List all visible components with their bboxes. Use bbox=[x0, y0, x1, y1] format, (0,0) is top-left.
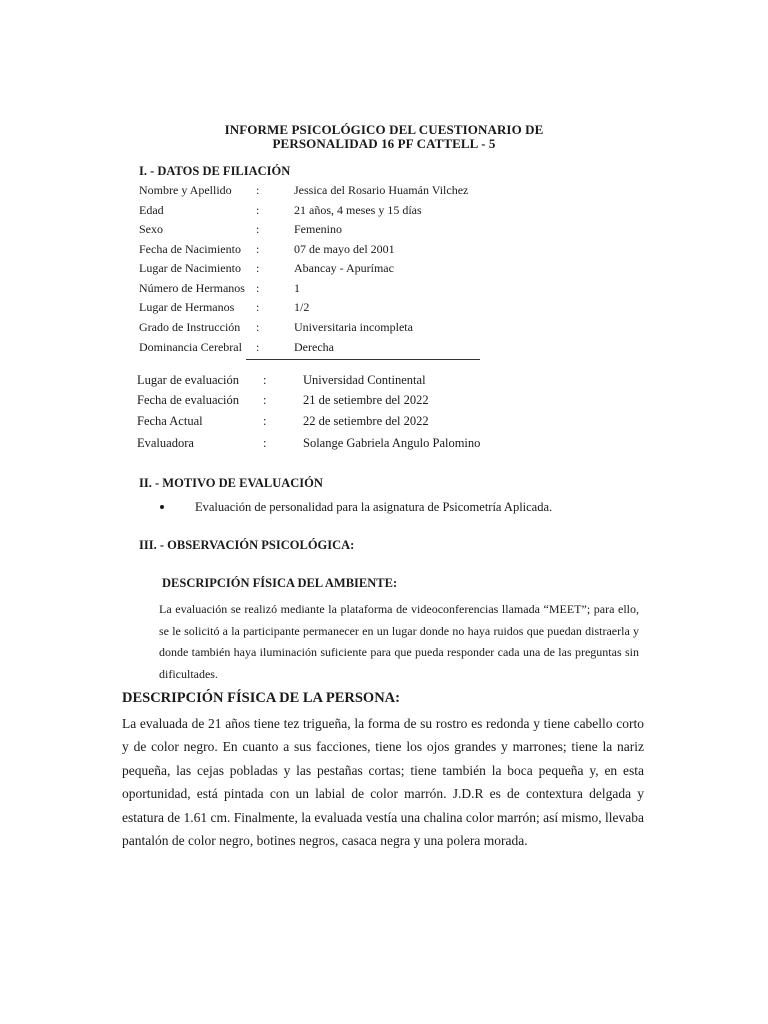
report-title-line1: INFORME PSICOLÓGICO DEL CUESTIONARIO DE bbox=[224, 122, 544, 137]
info-row-fecha-nacimiento bbox=[0, 241, 768, 257]
motivo-text: Evaluación de personalidad para la asignatura de Psicometría Aplicada. bbox=[195, 500, 553, 514]
eval-value: 22 de setiembre del 2022 bbox=[303, 414, 429, 428]
info-separator: : bbox=[256, 183, 260, 197]
info-separator: : bbox=[256, 281, 260, 295]
paragraph-persona: La evaluada de 21 años tiene tez trigueña, la forma de su rostro es redonda y tiene cabello corto y de color negro. En cuanto a sus facciones, tiene los ojos grandes y marrones; tiene la nariz pequeña, las cejas pobladas y las pestañas cortas; tiene también la boca pequeña y, en esta oportunidad, está pintada con un labial de color marrón. J.D.R es de contextura delgada y estatura de 1.61 cm. Finalmente, la evaluada vestía una chalina color marrón; así mismo, llevaba pantalón de color negro, botines negros, casaca negra y una polera morada. bbox=[122, 716, 644, 849]
eval-value: Universidad Continental bbox=[303, 373, 426, 387]
info-row-numero-hermanos bbox=[0, 280, 768, 296]
info-label: Dominancia Cerebral bbox=[139, 340, 242, 354]
info-separator: : bbox=[256, 242, 260, 256]
eval-label: Fecha de evaluación bbox=[137, 393, 240, 407]
subheading-persona: DESCRIPCIÓN FÍSICA DE LA PERSONA: bbox=[122, 690, 400, 706]
info-value: 21 años, 4 meses y 15 días bbox=[294, 203, 422, 217]
section-heading-motivo: II. - MOTIVO DE EVALUACIÓN bbox=[139, 476, 323, 490]
info-value: 1 bbox=[294, 281, 300, 295]
info-label: Fecha de Nacimiento bbox=[139, 242, 241, 256]
eval-separator: : bbox=[263, 436, 267, 450]
eval-label: Evaluadora bbox=[137, 436, 194, 450]
eval-separator: : bbox=[263, 373, 267, 387]
eval-row-fecha-actual bbox=[0, 413, 768, 429]
eval-row-lugar bbox=[0, 372, 768, 388]
eval-value: 21 de setiembre del 2022 bbox=[303, 393, 429, 407]
info-value: Derecha bbox=[294, 340, 334, 354]
divider-line bbox=[246, 359, 480, 360]
eval-separator: : bbox=[263, 414, 267, 428]
eval-row-evaluadora bbox=[0, 435, 768, 451]
info-separator: : bbox=[256, 261, 260, 275]
report-title-line2: PERSONALIDAD 16 PF CATTELL - 5 bbox=[272, 136, 496, 151]
eval-value: Solange Gabriela Angulo Palomino bbox=[303, 436, 481, 450]
info-value: Universitaria incompleta bbox=[294, 320, 413, 334]
section-heading-filiacion: I. - DATOS DE FILIACIÓN bbox=[139, 164, 291, 178]
info-label: Sexo bbox=[139, 222, 163, 236]
info-separator: : bbox=[256, 222, 260, 236]
eval-separator: : bbox=[263, 393, 267, 407]
info-row-grado-instruccion bbox=[0, 319, 768, 335]
info-value: Femenino bbox=[294, 222, 342, 236]
eval-label: Lugar de evaluación bbox=[137, 373, 240, 387]
paragraph-ambiente: La evaluación se realizó mediante la plataforma de videoconferencias llamada “MEET”; para ello, se le solicitó a la participante permanecer en un lugar donde no haya ruidos que puedan distraerla y donde también haya iluminación suficiente para que pueda responder cada una de las preguntas sin dificultades. bbox=[159, 602, 639, 681]
info-separator: : bbox=[256, 203, 260, 217]
info-row-sexo bbox=[0, 221, 768, 237]
info-label: Lugar de Hermanos bbox=[139, 300, 235, 314]
subheading-ambiente: DESCRIPCIÓN FÍSICA DEL AMBIENTE: bbox=[162, 576, 398, 590]
section-heading-observacion: III. - OBSERVACIÓN PSICOLÓGICA: bbox=[139, 538, 355, 552]
info-separator: : bbox=[256, 300, 260, 314]
info-row-dominancia bbox=[0, 339, 768, 355]
info-value: 07 de mayo del 2001 bbox=[294, 242, 395, 256]
bullet-icon bbox=[160, 505, 164, 509]
info-row-lugar-hermanos bbox=[0, 299, 768, 315]
info-label: Nombre y Apellido bbox=[139, 183, 232, 197]
info-separator: : bbox=[256, 340, 260, 354]
eval-row-fecha bbox=[0, 392, 768, 408]
info-value: Abancay - Apurímac bbox=[294, 261, 394, 275]
info-value: 1/2 bbox=[294, 300, 310, 314]
info-label: Lugar de Nacimiento bbox=[139, 261, 241, 275]
info-label: Número de Hermanos bbox=[139, 281, 245, 295]
info-label: Grado de Instrucción bbox=[139, 320, 241, 334]
info-value: Jessica del Rosario Huamán Vilchez bbox=[294, 183, 469, 197]
info-label: Edad bbox=[139, 203, 164, 217]
info-row-nombre bbox=[0, 182, 768, 198]
info-separator: : bbox=[256, 320, 260, 334]
info-row-edad bbox=[0, 202, 768, 218]
eval-label: Fecha Actual bbox=[137, 414, 203, 428]
info-row-lugar-nacimiento bbox=[0, 260, 768, 276]
